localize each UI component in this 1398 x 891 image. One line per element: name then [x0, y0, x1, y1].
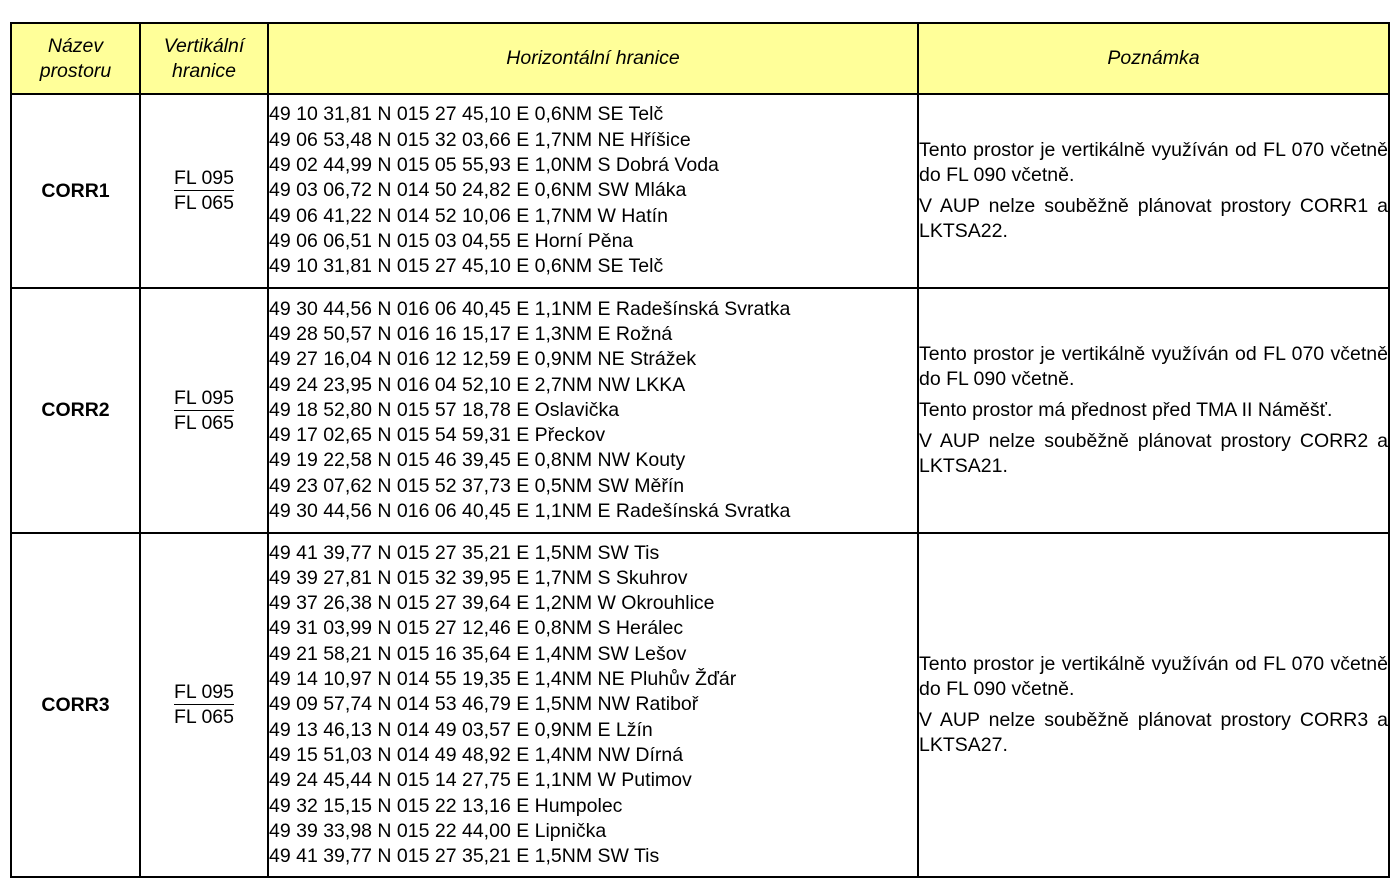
note-cell: [918, 94, 1389, 288]
lower-limit: FL 065: [174, 192, 234, 214]
coordinate-line: 49 06 53,48 N 015 32 03,66 E 1,7NM NE Hříšice: [269, 128, 691, 151]
coordinate-line: 49 03 06,72 N 014 50 24,82 E 0,6NM SW Mláka: [269, 179, 687, 202]
coordinate-line: 49 30 44,56 N 016 06 40,45 E 1,1NM E Radešínská Svratka: [269, 297, 791, 320]
header-vertical: Vertikální hranice: [140, 23, 268, 94]
coordinate-line: 49 19 22,58 N 015 46 39,45 E 0,8NM NW Kouty: [269, 449, 686, 472]
horizontal-limits: [268, 533, 918, 877]
upper-limit: FL 095: [174, 386, 234, 409]
coordinate-line: 49 31 03,99 N 015 27 12,46 E 0,8NM S Herálec: [269, 617, 684, 640]
coordinate-line: 49 41 39,77 N 015 27 35,21 E 1,5NM SW Tis: [269, 541, 660, 564]
airspace-table: [10, 22, 1390, 878]
vertical-limits: [140, 533, 268, 877]
coordinate-line: 49 24 23,95 N 016 04 52,10 E 2,7NM NW LKKA: [269, 373, 686, 396]
coordinate-line: 49 30 44,56 N 016 06 40,45 E 1,1NM E Radešínská Svratka: [269, 500, 791, 523]
coordinate-line: 49 09 57,74 N 014 53 46,79 E 1,5NM NW Ratiboř: [269, 693, 699, 716]
coordinate-line: 49 13 46,13 N 014 49 03,57 E 0,9NM E Lžín: [269, 718, 653, 741]
coordinate-line: 49 02 44,99 N 015 05 55,93 E 1,0NM S Dobrá Voda: [269, 154, 719, 177]
table-row: [11, 94, 1389, 288]
table-row: [11, 288, 1389, 533]
note-paragraph: V AUP nelze souběžně plánovat prostory CORR2 a LKTSA21.: [919, 430, 1388, 477]
vertical-limits: [140, 94, 268, 288]
coordinate-line: 49 39 27,81 N 015 32 39,95 E 1,7NM S Skuhrov: [269, 566, 688, 589]
coordinate-line: 49 23 07,62 N 015 52 37,73 E 0,5NM SW Měřín: [269, 474, 685, 497]
lower-limit: FL 065: [174, 411, 234, 434]
header-note: Poznámka: [918, 23, 1389, 94]
coordinate-line: 49 24 45,44 N 015 14 27,75 E 1,1NM W Putimov: [269, 769, 692, 792]
note-cell: [918, 288, 1389, 533]
coordinate-line: 49 28 50,57 N 016 16 15,17 E 1,3NM E Rožná: [269, 322, 673, 345]
coordinate-line: 49 17 02,65 N 015 54 59,31 E Přeckov: [269, 424, 606, 447]
note-paragraph: V AUP nelze souběžně plánovat prostory CORR3 a LKTSA27.: [919, 709, 1388, 756]
lower-limit: FL 065: [174, 706, 234, 728]
airspace-name: CORR2: [11, 288, 140, 533]
coordinate-line: 49 18 52,80 N 015 57 18,78 E Oslavička: [269, 398, 620, 421]
coordinate-line: 49 37 26,38 N 015 27 39,64 E 1,2NM W Okrouhlice: [269, 592, 715, 615]
table-row: [11, 533, 1389, 877]
airspace-name: CORR3: [11, 533, 140, 877]
coordinate-line: 49 39 33,98 N 015 22 44,00 E Lipnička: [269, 819, 607, 842]
upper-limit: FL 095: [174, 167, 234, 189]
upper-limit: FL 095: [174, 681, 234, 703]
coordinate-line: 49 41 39,77 N 015 27 35,21 E 1,5NM SW Tis: [269, 845, 660, 868]
horizontal-limits: [268, 94, 918, 288]
coordinate-line: 49 10 31,81 N 015 27 45,10 E 0,6NM SE Telč: [269, 255, 664, 278]
header-horizontal: Horizontální hranice: [268, 23, 918, 94]
coordinate-line: 49 27 16,04 N 016 12 12,59 E 0,9NM NE Strážek: [269, 348, 697, 371]
note-paragraph: Tento prostor je vertikálně využíván od FL 070 včetně do FL 090 včetně.: [919, 139, 1388, 186]
coordinate-line: 49 32 15,15 N 015 22 13,16 E Humpolec: [269, 794, 623, 817]
airspace-name: CORR1: [11, 94, 140, 288]
header-row: [11, 23, 1389, 94]
vertical-limits: [140, 288, 268, 533]
note-cell: [918, 533, 1389, 877]
header-name: Název prostoru: [11, 23, 140, 94]
coordinate-line: 49 06 41,22 N 014 52 10,06 E 1,7NM W Hatín: [269, 204, 668, 227]
coordinate-line: 49 14 10,97 N 014 55 19,35 E 1,4NM NE Pluhův Žďár: [269, 668, 737, 691]
horizontal-limits: [268, 288, 918, 533]
coordinate-line: 49 15 51,03 N 014 49 48,92 E 1,4NM NW Dírná: [269, 743, 684, 766]
note-paragraph: V AUP nelze souběžně plánovat prostory CORR1 a LKTSA22.: [919, 195, 1388, 242]
note-paragraph: Tento prostor má přednost před TMA II Náměšť.: [919, 399, 1333, 421]
coordinate-line: 49 10 31,81 N 015 27 45,10 E 0,6NM SE Telč: [269, 103, 664, 126]
coordinate-line: 49 06 06,51 N 015 03 04,55 E Horní Pěna: [269, 229, 634, 252]
coordinate-line: 49 21 58,21 N 015 16 35,64 E 1,4NM SW Lešov: [269, 642, 687, 665]
note-paragraph: Tento prostor je vertikálně využíván od FL 070 včetně do FL 090 včetně.: [919, 343, 1388, 390]
note-paragraph: Tento prostor je vertikálně využíván od FL 070 včetně do FL 090 včetně.: [919, 653, 1388, 700]
